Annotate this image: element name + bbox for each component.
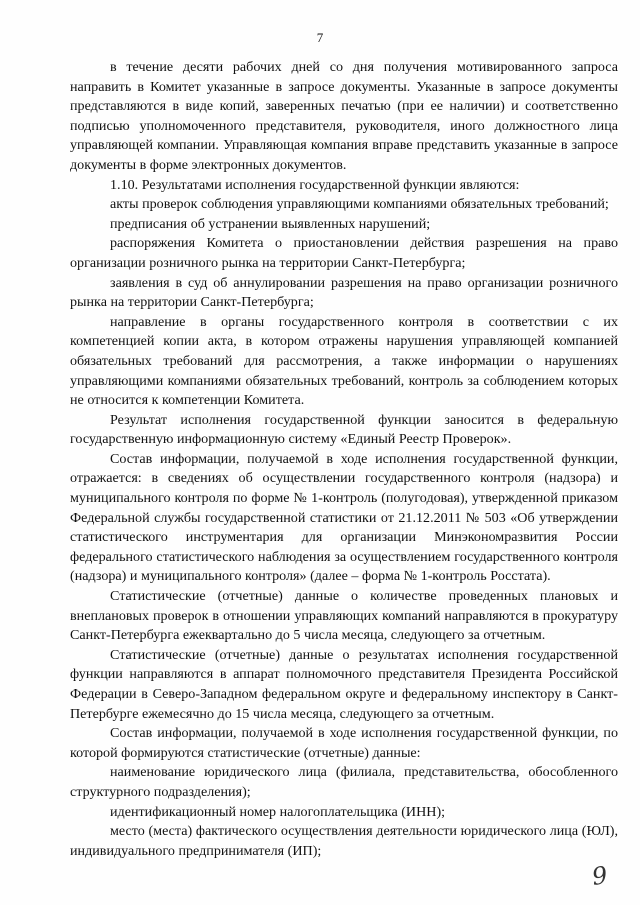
paragraph: Статистические (отчетные) данные о результатах исполнения государственной функции направляются в аппарат полномочного представителя Президента Российской Федерации в Северо-Западном федеральном округе и федеральному инспектору в Санкт-Петербурге ежемесячно до 15 числа месяца, следующего за отчетным. <box>70 646 618 722</box>
page-number: 7 <box>316 30 324 45</box>
paragraph: Состав информации, получаемой в ходе исполнения государственной функции, отражается: в сведениях об осуществлении государственного контроля (надзора) и муниципального контроля по форме № 1-контроль (полугодовая), утвержденной приказом Федеральной службы государственной статистики от 21.12.2011 № 503 «Об утверждении статистического инструментария для организации Минэкономразвития России федерального статистического наблюдения за осуществлением государственного контроля (надзора) и муниципального контроля» (далее – форма № 1-контроль Росстата). <box>70 450 618 585</box>
paragraph: акты проверок соблюдения управляющими компаниями обязательных требований; <box>110 196 609 213</box>
paragraph: заявления в суд об аннулировании разрешения на право организации розничного рынка на территории Санкт-Петербурга; <box>70 274 618 311</box>
paragraph: место (места) фактического осуществления деятельности юридического лица (ЮЛ), индивидуального предпринимателя (ИП); <box>70 823 618 859</box>
paragraph: Результат исполнения государственной функции заносится в федеральную государственную информационную систему «Единый Реестр Проверок». <box>70 411 618 448</box>
paragraph: идентификационный номер налогоплательщика (ИНН); <box>110 803 446 820</box>
paragraph: направление в органы государственного контроля в соответствии с их компетенцией копии акта, в котором отражены нарушения управляющей компанией обязательных требований для рассмотрения, а также информации о нарушениях управляющими компаниями обязательных требований, контроль за соблюдением которых не относится к компетенции Комитета. <box>70 313 618 409</box>
paragraph: Состав информации, получаемой в ходе исполнения государственной функции, по которой формируются статистические (отчетные) данные: <box>70 725 618 761</box>
document-body <box>70 58 618 861</box>
handwritten-page-number: 9 <box>590 861 610 891</box>
paragraph: наименование юридического лица (филиала, представительства, обособленного структурного подразделения); <box>70 764 618 800</box>
paragraph: 1.10. Результатами исполнения государственной функции являются: <box>110 176 520 193</box>
paragraph: распоряжения Комитета о приостановлении действия разрешения на право организации розничного рынка на территории Санкт-Петербурга; <box>70 235 618 271</box>
paragraph: предписания об устранении выявленных нарушений; <box>110 215 431 232</box>
paragraph: в течение десяти рабочих дней со дня получения мотивированного запроса направить в Комитет указанные в запросе документы. Указанные в запросе документы представляются в виде копий, заверенных печатью (при ее наличии) и соответственно подписью уполномоченного представителя, руководителя, иного должностного лица управляющей компании. Управляющая компания вправе представить указанные в запросе документы в форме электронных документов. <box>70 59 618 173</box>
paragraph: Статистические (отчетные) данные о количестве проведенных плановых и внеплановых проверок в отношении управляющих компаний направляются в прокуратуру Санкт-Петербурга ежеквартально до 5 числа месяца, следующего за отчетным. <box>70 588 618 644</box>
